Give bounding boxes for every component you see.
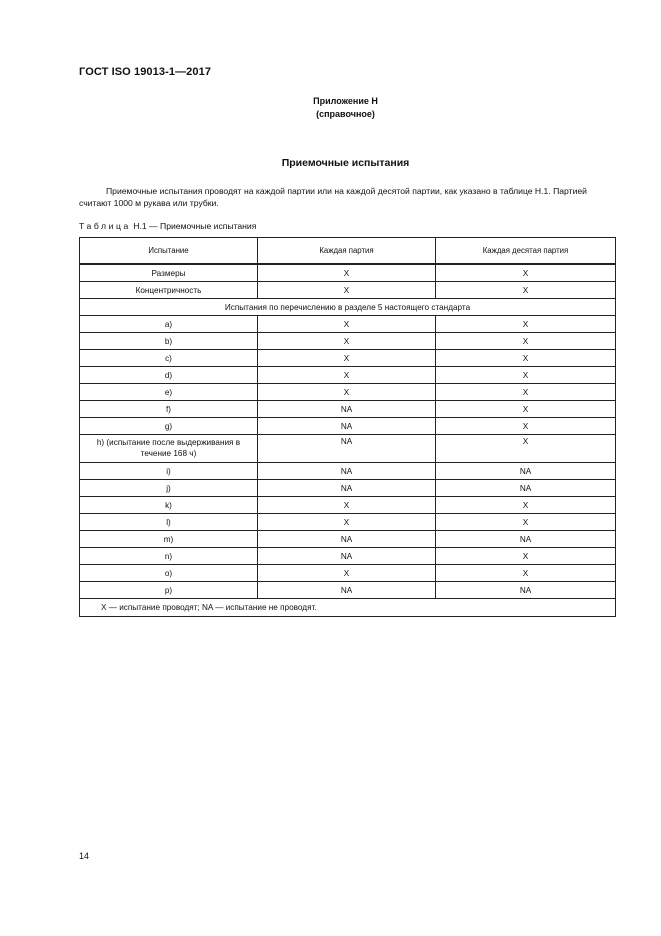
each-lot-cell: X [258,565,436,582]
tenth-lot-cell: X [436,497,616,514]
header-test: Испытание [80,238,258,265]
table-row [80,497,616,514]
each-lot-cell: NA [258,463,436,480]
each-lot-cell: X [258,384,436,401]
table-row [80,480,616,497]
test-cell: b) [80,333,258,350]
test-cell: n) [80,548,258,565]
table-row [80,514,616,531]
test-cell: c) [80,350,258,367]
test-cell: k) [80,497,258,514]
test-cell: j) [80,480,258,497]
table-row [80,435,616,463]
table-header-row [80,238,616,265]
table-caption-label: Таблица [79,221,131,231]
tenth-lot-cell: X [436,333,616,350]
table-row [80,384,616,401]
each-lot-cell: X [258,497,436,514]
test-cell: i) [80,463,258,480]
table-row [80,401,616,418]
tenth-lot-cell: NA [436,463,616,480]
table-row [80,531,616,548]
page-number: 14 [79,851,90,861]
annex-subtitle: (справочное) [316,109,375,119]
table-row [80,350,616,367]
test-cell: Концентричность [80,282,258,299]
each-lot-cell: X [258,367,436,384]
section-title: Приемочные испытания [281,157,410,169]
annex-title: Приложение Н [313,96,378,106]
table-note-row [80,599,616,617]
each-lot-cell: NA [258,401,436,418]
tenth-lot-cell: X [436,367,616,384]
tenth-lot-cell: X [436,401,616,418]
each-lot-cell: NA [258,531,436,548]
each-lot-cell: X [258,264,436,282]
each-lot-cell: NA [258,480,436,497]
intro-paragraph: Приемочные испытания проводят на каждой партии или на каждой десятой партии, как указано в таблице Н.1. Партией считают 1000 м рукава или трубки. [79,186,587,208]
table-row [80,418,616,435]
test-cell: f) [80,401,258,418]
test-cell: a) [80,316,258,333]
table-row [80,463,616,480]
table-row [80,264,616,282]
table-row [80,367,616,384]
each-lot-cell: X [258,350,436,367]
tenth-lot-cell: NA [436,531,616,548]
each-lot-cell: X [258,282,436,299]
acceptance-tests-table [79,237,616,617]
each-lot-cell: X [258,333,436,350]
tenth-lot-cell: X [436,514,616,531]
table-row [80,316,616,333]
table-caption [79,221,256,231]
standard-code: ГОСТ ISO 19013-1—2017 [79,66,212,78]
test-cell: Размеры [80,264,258,282]
table-row [80,565,616,582]
table-caption-text: Н.1 — Приемочные испытания [130,221,257,231]
tenth-lot-cell: X [436,350,616,367]
table-row [80,333,616,350]
test-cell: o) [80,565,258,582]
test-cell: d) [80,367,258,384]
table-note: X — испытание проводят; NA — испытание не проводят. [80,599,616,617]
header-every-tenth-lot: Каждая десятая партия [436,238,616,265]
each-lot-cell: NA [258,582,436,599]
header-each-lot: Каждая партия [258,238,436,265]
test-cell: g) [80,418,258,435]
table-row [80,548,616,565]
test-cell: h) (испытание после выдерживания в течение 168 ч) [80,435,258,463]
each-lot-cell: NA [258,548,436,565]
tenth-lot-cell: X [436,264,616,282]
each-lot-cell: NA [258,435,436,463]
tenth-lot-cell: NA [436,582,616,599]
tenth-lot-cell: X [436,548,616,565]
test-cell: m) [80,531,258,548]
tenth-lot-cell: X [436,565,616,582]
test-cell: p) [80,582,258,599]
tenth-lot-cell: X [436,282,616,299]
table-row [80,582,616,599]
tenth-lot-cell: X [436,435,616,463]
test-cell: e) [80,384,258,401]
tenth-lot-cell: X [436,384,616,401]
table-row [80,282,616,299]
test-cell: l) [80,514,258,531]
each-lot-cell: X [258,316,436,333]
span-row-cell: Испытания по перечислению в разделе 5 настоящего стандарта [80,299,616,316]
each-lot-cell: NA [258,418,436,435]
each-lot-cell: X [258,514,436,531]
tenth-lot-cell: NA [436,480,616,497]
tenth-lot-cell: X [436,316,616,333]
tenth-lot-cell: X [436,418,616,435]
table-span-row [80,299,616,316]
